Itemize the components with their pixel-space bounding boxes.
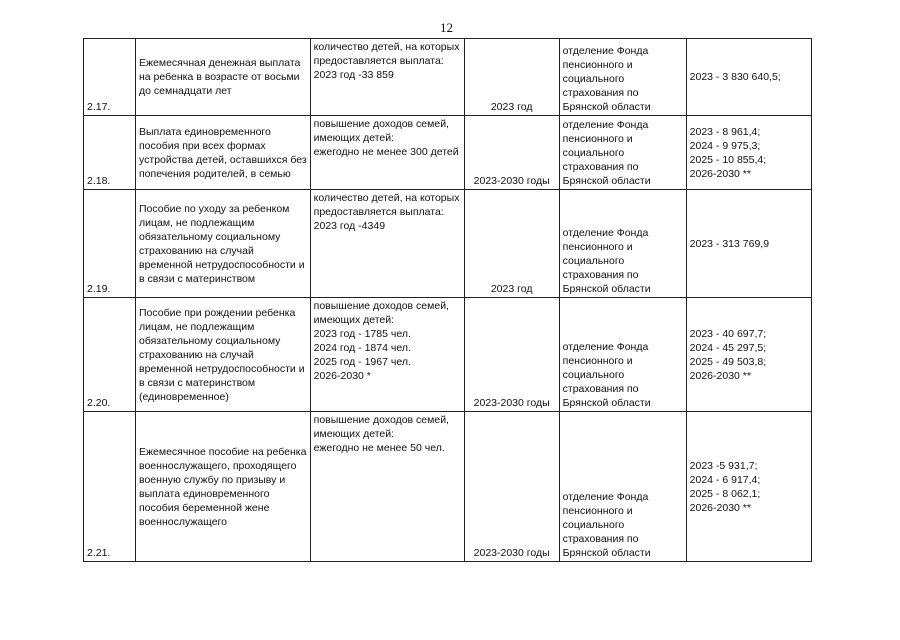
responsible-executor-line: отделение Фонда [562, 227, 649, 239]
implementation-period [464, 116, 559, 190]
funding-amount [686, 298, 811, 412]
measure-name-line: страхованию на случай [139, 348, 254, 361]
measure-name-line: пособия при всех формах [139, 139, 266, 152]
funding-amount-line: 2025 - 10 855,4; [689, 153, 767, 166]
responsible-executor-line: отделение Фонда [562, 45, 649, 57]
implementation-period [464, 412, 559, 562]
target-indicator-line: 2026-2030 * [313, 370, 371, 382]
measure-name [136, 298, 311, 412]
target-indicator-line: 2025 год - 1967 чел. [313, 356, 411, 368]
target-indicator-line: 2023 год -33 859 [313, 69, 394, 81]
measure-name [136, 412, 311, 562]
measure-name-line: военную службу по призыву и [139, 473, 286, 486]
responsible-executor-line: социального [562, 147, 625, 159]
measure-name-line: обязательному социальному [139, 230, 281, 243]
target-indicator-line: 2024 год - 1874 чел. [313, 342, 411, 354]
measure-name-line: пособия беременной жене [139, 501, 270, 514]
program-table [83, 38, 812, 562]
implementation-period-line: 2023-2030 годы [473, 397, 550, 409]
measure-name-line: Выплата единовременного [139, 125, 271, 138]
funding-amount-line: 2023 - 40 697,7; [689, 327, 767, 340]
table-row [84, 116, 812, 190]
responsible-executor-line: социального [562, 519, 625, 531]
funding-amount-line: 2026-2030 ** [689, 369, 751, 382]
responsible-executor-line: Брянской области [562, 547, 651, 559]
responsible-executor [559, 190, 686, 298]
implementation-period [464, 190, 559, 298]
target-indicator-line: количество детей, на которых [313, 41, 460, 53]
row-number-line: 2.21. [87, 547, 111, 559]
funding-amount-line: 2023 - 3 830 640,5; [689, 71, 781, 83]
target-indicator-line: 2023 год -4349 [313, 220, 386, 232]
target-indicator [310, 190, 464, 298]
responsible-executor-line: Брянской области [562, 397, 651, 409]
target-indicator [310, 298, 464, 412]
measure-name-line: военнослужащего, проходящего [139, 459, 297, 472]
responsible-executor-line: страхования по [562, 161, 639, 173]
measure-name-line: в связи с материнством [139, 272, 256, 285]
measure-name-line: страхованию на случай [139, 244, 254, 257]
measure-name-line: устройства детей, оставшихся без [139, 153, 307, 166]
responsible-executor-line: пенсионного и [562, 133, 633, 145]
target-indicator-line: повышение доходов семей, [313, 414, 449, 426]
responsible-executor-line: пенсионного и [562, 505, 633, 517]
implementation-period-line: 2023 год [490, 283, 533, 295]
responsible-executor-line: пенсионного и [562, 241, 633, 253]
row-number [84, 116, 136, 190]
target-indicator [310, 116, 464, 190]
target-indicator-line: ежегодно не менее 300 детей [313, 146, 459, 158]
implementation-period-line: 2023 год [490, 101, 533, 113]
implementation-period [464, 39, 559, 116]
responsible-executor-line: страхования по [562, 383, 639, 395]
measure-name-line: (единовременное) [139, 390, 229, 403]
page-number: 12 [440, 20, 453, 35]
measure-name-line: лицам, не подлежащим [139, 216, 255, 229]
funding-amount-line: 2023 -5 931,7; [689, 459, 758, 472]
measure-name-line: обязательному социальному [139, 334, 281, 347]
funding-amount-line: 2024 - 6 917,4; [689, 473, 761, 486]
responsible-executor-line: отделение Фонда [562, 119, 649, 131]
measure-name-line: временной нетрудоспособности и [139, 362, 305, 375]
responsible-executor-line: Брянской области [562, 283, 651, 295]
table-row [84, 190, 812, 298]
responsible-executor-line: пенсионного и [562, 59, 633, 71]
measure-name-line: Ежемесячное пособие на ребенка [139, 445, 307, 458]
target-indicator [310, 39, 464, 116]
measure-name-line: Ежемесячная денежная выплата [139, 57, 301, 69]
target-indicator-line: имеющих детей: [313, 428, 395, 440]
implementation-period-line: 2023-2030 годы [473, 175, 550, 187]
row-number [84, 190, 136, 298]
table-row [84, 298, 812, 412]
measure-name-line: на ребенка в возрасте от восьми [139, 71, 300, 83]
target-indicator-line: предоставляется выплата: [313, 55, 444, 67]
responsible-executor-line: Брянской области [562, 101, 651, 113]
measure-name-line: военнослужащего [139, 515, 227, 528]
funding-amount-line: 2023 - 313 769,9 [689, 237, 770, 250]
target-indicator [310, 412, 464, 562]
implementation-period [464, 298, 559, 412]
responsible-executor [559, 39, 686, 116]
responsible-executor-line: Брянской области [562, 175, 651, 187]
measure-name [136, 116, 311, 190]
measure-name-line: попечения родителей, в семью [139, 167, 291, 180]
responsible-executor-line: социального [562, 255, 625, 267]
measure-name-line: выплата единовременного [139, 487, 270, 500]
funding-amount-line: 2023 - 8 961,4; [689, 125, 761, 138]
measure-name [136, 39, 311, 116]
funding-amount [686, 116, 811, 190]
target-indicator-line: количество детей, на которых [313, 192, 460, 204]
funding-amount-line: 2026-2030 ** [689, 167, 751, 180]
target-indicator-line: предоставляется выплата: [313, 206, 444, 218]
target-indicator-line: 2023 год - 1785 чел. [313, 328, 411, 340]
measure-name-line: лицам, не подлежащим [139, 320, 255, 333]
target-indicator-line: имеющих детей: [313, 132, 395, 144]
funding-amount-line: 2025 - 49 503,8; [689, 355, 767, 368]
target-indicator-line: повышение доходов семей, [313, 300, 449, 312]
measure-name-line: до семнадцати лет [139, 85, 232, 97]
responsible-executor-line: социального [562, 73, 625, 85]
funding-amount [686, 412, 811, 562]
target-indicator-line: ежегодно не менее 50 чел. [313, 442, 445, 454]
funding-amount-line: 2025 - 8 062,1; [689, 487, 761, 500]
responsible-executor-line: страхования по [562, 533, 639, 545]
responsible-executor-line: социального [562, 369, 625, 381]
funding-amount [686, 39, 811, 116]
row-number-line: 2.20. [87, 397, 111, 409]
responsible-executor [559, 298, 686, 412]
measure-name-line: Пособие по уходу за ребенком [139, 202, 290, 215]
responsible-executor-line: страхования по [562, 269, 639, 281]
measure-name [136, 190, 311, 298]
funding-amount-line: 2024 - 45 297,5; [689, 341, 767, 354]
funding-amount [686, 190, 811, 298]
responsible-executor-line: отделение Фонда [562, 341, 649, 353]
row-number [84, 298, 136, 412]
target-indicator-line: имеющих детей: [313, 314, 395, 326]
funding-amount-line: 2026-2030 ** [689, 501, 751, 514]
row-number-line: 2.19. [87, 283, 111, 295]
row-number [84, 412, 136, 562]
measure-name-line: временной нетрудоспособности и [139, 258, 305, 271]
responsible-executor-line: страхования по [562, 87, 639, 99]
responsible-executor [559, 412, 686, 562]
funding-amount-line: 2024 - 9 975,3; [689, 139, 761, 152]
responsible-executor-line: отделение Фонда [562, 491, 649, 503]
target-indicator-line: повышение доходов семей, [313, 118, 449, 130]
responsible-executor [559, 116, 686, 190]
row-number [84, 39, 136, 116]
measure-name-line: Пособие при рождении ребенка [139, 306, 296, 319]
row-number-line: 2.17. [87, 101, 111, 113]
row-number-line: 2.18. [87, 175, 111, 187]
measure-name-line: в связи с материнством [139, 376, 256, 389]
table-row [84, 412, 812, 562]
implementation-period-line: 2023-2030 годы [473, 547, 550, 559]
table-row [84, 39, 812, 116]
responsible-executor-line: пенсионного и [562, 355, 633, 367]
